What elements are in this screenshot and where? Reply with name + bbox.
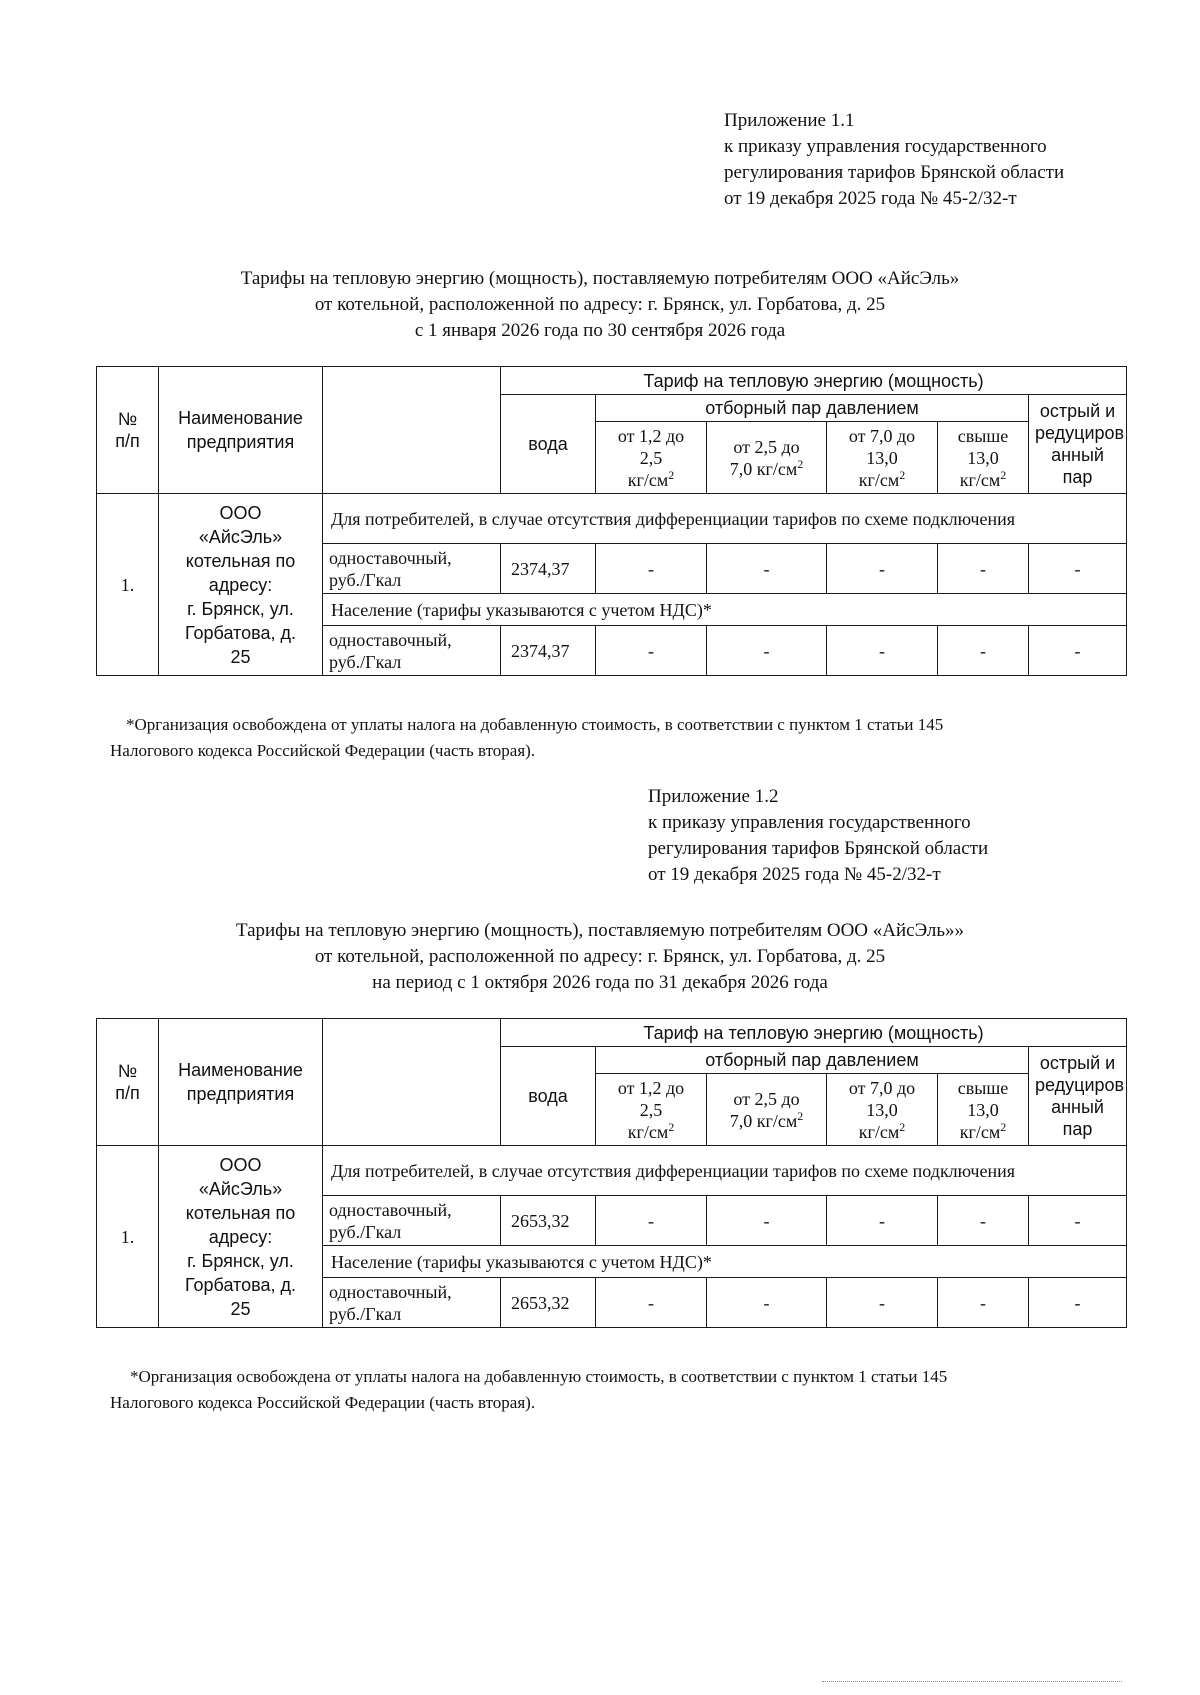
p4-unit-sup: 2 <box>1000 1119 1007 1134</box>
table-1-title <box>0 266 1200 344</box>
steam-group-header: отборный пар давлением <box>596 395 1029 422</box>
header-row-1 <box>97 1019 1127 1047</box>
company-line-2: «АйсЭль» <box>198 1178 283 1199</box>
dash-cell: - <box>938 626 1029 676</box>
dash-cell: - <box>938 1196 1029 1246</box>
col-num-header <box>97 1019 159 1146</box>
group-2-label: Население (тарифы указываются с учетом НДС)* <box>323 1246 1127 1278</box>
p3-line-2: 13,0 <box>866 447 898 468</box>
company-cell <box>159 1146 323 1328</box>
row-number: 1. <box>97 1146 159 1328</box>
p1-line-2: 2,5 <box>639 1099 663 1120</box>
p1-line-1: от 1,2 до <box>617 1077 685 1098</box>
pressure-4-header <box>938 422 1029 494</box>
num-label: п/п <box>115 1083 140 1103</box>
dash-cell: - <box>827 626 938 676</box>
footnote-1-line-2: Налогового кодекса Российской Федерации (часть вторая). <box>110 741 536 760</box>
appendix-1-1-header <box>724 108 1064 212</box>
rate-type <box>323 626 501 676</box>
p3-unit <box>833 469 931 491</box>
dash-cell: - <box>707 626 827 676</box>
p4-unit-text: кг/см <box>959 469 1001 490</box>
num-sign: № <box>117 1061 138 1081</box>
company-line-2: «АйсЭль» <box>198 526 283 547</box>
appendix-1-2-line-2: регулирования тарифов Брянской области <box>648 838 989 859</box>
name-header-line-2: предприятия <box>186 432 295 452</box>
p4-line-1: свыше <box>957 425 1009 446</box>
company-line-5: г. Брянск, ул. <box>187 598 294 619</box>
company-line-4: адресу: <box>208 574 273 595</box>
footnote-2-line-2: Налогового кодекса Российской Федерации (часть вторая). <box>110 1393 536 1412</box>
p3-unit-sup: 2 <box>899 467 906 482</box>
row-number: 1. <box>97 494 159 676</box>
p3-line-1: от 7,0 до <box>848 425 916 446</box>
num-sign: № <box>117 409 138 429</box>
table-2-title-line-2: от котельной, расположенной по адресу: г. Брянск, ул. Горбатова, д. 25 <box>314 946 886 967</box>
appendix-1-1-line-2: регулирования тарифов Брянской области <box>724 162 1065 183</box>
pressure-3-header <box>827 422 938 494</box>
footnote-1-line-1: *Организация освобождена от уплаты налога на добавленную стоимость, в соответствии с пунктом 1 статьи 145 <box>126 715 944 734</box>
sharp-line-3: анный пар <box>1051 1097 1104 1139</box>
name-header-line-1: Наименование <box>178 408 303 428</box>
appendix-1-2-heading: Приложение 1.2 <box>648 786 779 807</box>
tariff-title-header: Тариф на тепловую энергию (мощность) <box>501 1019 1127 1047</box>
col-name-header <box>159 367 323 494</box>
rate-type-line-1: одноставочный, <box>329 547 452 568</box>
header-row-1 <box>97 367 1127 395</box>
company-line-3: котельная по <box>185 550 296 571</box>
rate-type <box>323 544 501 594</box>
water-value: 2374,37 <box>501 544 596 594</box>
company-line-7: 25 <box>230 1298 251 1319</box>
company-line-1: ООО <box>219 502 262 523</box>
sharp-line-1: острый и <box>1039 1053 1116 1073</box>
tariff-table-1 <box>96 366 1127 676</box>
table-1-title-line-3: с 1 января 2026 года по 30 сентября 2026 года <box>414 320 786 341</box>
company-line-1: ООО <box>219 1154 262 1175</box>
tariff-title-header: Тариф на тепловую энергию (мощность) <box>501 367 1127 395</box>
water-value: 2653,32 <box>501 1196 596 1246</box>
p1-unit-sup: 2 <box>668 467 675 482</box>
p4-unit <box>944 469 1022 491</box>
p3-unit <box>833 1121 931 1143</box>
p3-unit-text: кг/см <box>858 469 900 490</box>
pressure-2-header <box>707 1074 827 1146</box>
rate-type-line-1: одноставочный, <box>329 1199 452 1220</box>
p1-unit-text: кг/см <box>627 469 669 490</box>
table-2-title-line-3: на период с 1 октября 2026 года по 31 декабря 2026 года <box>372 972 828 993</box>
table-1-title-line-1: Тарифы на тепловую энергию (мощность), поставляемую потребителям ООО «АйсЭль» <box>240 268 960 289</box>
p2-line-1: от 2,5 до <box>733 436 800 457</box>
appendix-1-1-heading: Приложение 1.1 <box>724 110 855 131</box>
p2-line-2 <box>713 458 820 480</box>
footnote-2 <box>110 1364 948 1416</box>
p1-unit <box>602 1121 700 1143</box>
p4-line-2: 13,0 <box>967 447 999 468</box>
dash-cell: - <box>938 544 1029 594</box>
dash-cell: - <box>596 626 707 676</box>
table-2-title <box>0 918 1200 996</box>
pressure-2-header <box>707 422 827 494</box>
rate-type-line-1: одноставочный, <box>329 1281 452 1302</box>
rate-type <box>323 1278 501 1328</box>
col-rate-type-header <box>323 1019 501 1146</box>
company-cell <box>159 494 323 676</box>
p4-line-2: 13,0 <box>967 1099 999 1120</box>
p2-unit-text: 7,0 кг/см <box>729 458 798 479</box>
col-num-header <box>97 367 159 494</box>
company-line-4: адресу: <box>208 1226 273 1247</box>
bottom-divider <box>822 1681 1122 1683</box>
sharp-steam-header <box>1029 395 1127 494</box>
rate-type-line-2: руб./Гкал <box>329 1303 402 1324</box>
company-line-5: г. Брянск, ул. <box>187 1250 294 1271</box>
sharp-steam-header <box>1029 1047 1127 1146</box>
water-header: вода <box>501 395 596 494</box>
rate-type <box>323 1196 501 1246</box>
dash-cell: - <box>1029 1196 1127 1246</box>
appendix-1-1-line-3: от 19 декабря 2025 года № 45-2/32-т <box>724 188 1017 209</box>
footnote-2-line-1: *Организация освобождена от уплаты налога на добавленную стоимость, в соответствии с пунктом 1 статьи 145 <box>130 1367 948 1386</box>
rate-type-line-2: руб./Гкал <box>329 1221 402 1242</box>
dash-cell: - <box>707 1196 827 1246</box>
p1-unit-text: кг/см <box>627 1121 669 1142</box>
dash-cell: - <box>827 1278 938 1328</box>
pressure-3-header <box>827 1074 938 1146</box>
dash-cell: - <box>596 544 707 594</box>
pressure-1-header <box>596 422 707 494</box>
table-2-group-1-row <box>97 1146 1127 1196</box>
footnote-1 <box>110 712 944 764</box>
p3-unit-sup: 2 <box>899 1119 906 1134</box>
water-header: вода <box>501 1047 596 1146</box>
sharp-line-3: анный пар <box>1051 445 1104 487</box>
dash-cell: - <box>707 544 827 594</box>
pressure-1-header <box>596 1074 707 1146</box>
table-2-title-line-1: Тарифы на тепловую энергию (мощность), поставляемую потребителям ООО «АйсЭль»» <box>235 920 965 941</box>
p4-unit <box>944 1121 1022 1143</box>
rate-type-line-1: одноставочный, <box>329 629 452 650</box>
col-name-header <box>159 1019 323 1146</box>
water-value: 2374,37 <box>501 626 596 676</box>
num-label: п/п <box>115 431 140 451</box>
steam-group-header: отборный пар давлением <box>596 1047 1029 1074</box>
p2-unit-sup: 2 <box>797 1108 804 1123</box>
p2-unit-sup: 2 <box>797 456 804 471</box>
p2-unit-text: 7,0 кг/см <box>729 1110 798 1131</box>
tariff-table-2 <box>96 1018 1127 1328</box>
table-1-title-line-2: от котельной, расположенной по адресу: г. Брянск, ул. Горбатова, д. 25 <box>314 294 886 315</box>
company-line-7: 25 <box>230 646 251 667</box>
company-line-6: Горбатова, д. <box>184 1274 296 1295</box>
group-1-label: Для потребителей, в случае отсутствия дифференциации тарифов по схеме подключения <box>323 1146 1127 1196</box>
p4-unit-text: кг/см <box>959 1121 1001 1142</box>
sharp-line-1: острый и <box>1039 401 1116 421</box>
name-header-line-1: Наименование <box>178 1060 303 1080</box>
dash-cell: - <box>596 1278 707 1328</box>
col-rate-type-header <box>323 367 501 494</box>
dash-cell: - <box>827 544 938 594</box>
company-line-3: котельная по <box>185 1202 296 1223</box>
p4-line-1: свыше <box>957 1077 1009 1098</box>
dash-cell: - <box>1029 544 1127 594</box>
p1-unit-sup: 2 <box>668 1119 675 1134</box>
p1-line-1: от 1,2 до <box>617 425 685 446</box>
dash-cell: - <box>1029 626 1127 676</box>
p2-line-1: от 2,5 до <box>733 1088 800 1109</box>
dash-cell: - <box>596 1196 707 1246</box>
dash-cell: - <box>707 1278 827 1328</box>
group-2-label: Население (тарифы указываются с учетом НДС)* <box>323 594 1127 626</box>
pressure-4-header <box>938 1074 1029 1146</box>
dash-cell: - <box>827 1196 938 1246</box>
p4-unit-sup: 2 <box>1000 467 1007 482</box>
group-1-label: Для потребителей, в случае отсутствия дифференциации тарифов по схеме подключения <box>323 494 1127 544</box>
rate-type-line-2: руб./Гкал <box>329 569 402 590</box>
appendix-1-2-line-1: к приказу управления государственного <box>648 812 971 833</box>
appendix-1-1-line-1: к приказу управления государственного <box>724 136 1047 157</box>
dash-cell: - <box>1029 1278 1127 1328</box>
sharp-line-2: редуциров <box>1035 423 1125 443</box>
table-1-group-1-row <box>97 494 1127 544</box>
company-line-6: Горбатова, д. <box>184 622 296 643</box>
p2-line-2 <box>713 1110 820 1132</box>
p3-line-2: 13,0 <box>866 1099 898 1120</box>
name-header-line-2: предприятия <box>186 1084 295 1104</box>
dash-cell: - <box>938 1278 1029 1328</box>
p1-line-2: 2,5 <box>639 447 663 468</box>
rate-type-line-2: руб./Гкал <box>329 651 402 672</box>
appendix-1-2-line-3: от 19 декабря 2025 года № 45-2/32-т <box>648 864 941 885</box>
appendix-1-2-header <box>648 784 988 888</box>
p1-unit <box>602 469 700 491</box>
water-value: 2653,32 <box>501 1278 596 1328</box>
p3-line-1: от 7,0 до <box>848 1077 916 1098</box>
sharp-line-2: редуциров <box>1035 1075 1125 1095</box>
p3-unit-text: кг/см <box>858 1121 900 1142</box>
